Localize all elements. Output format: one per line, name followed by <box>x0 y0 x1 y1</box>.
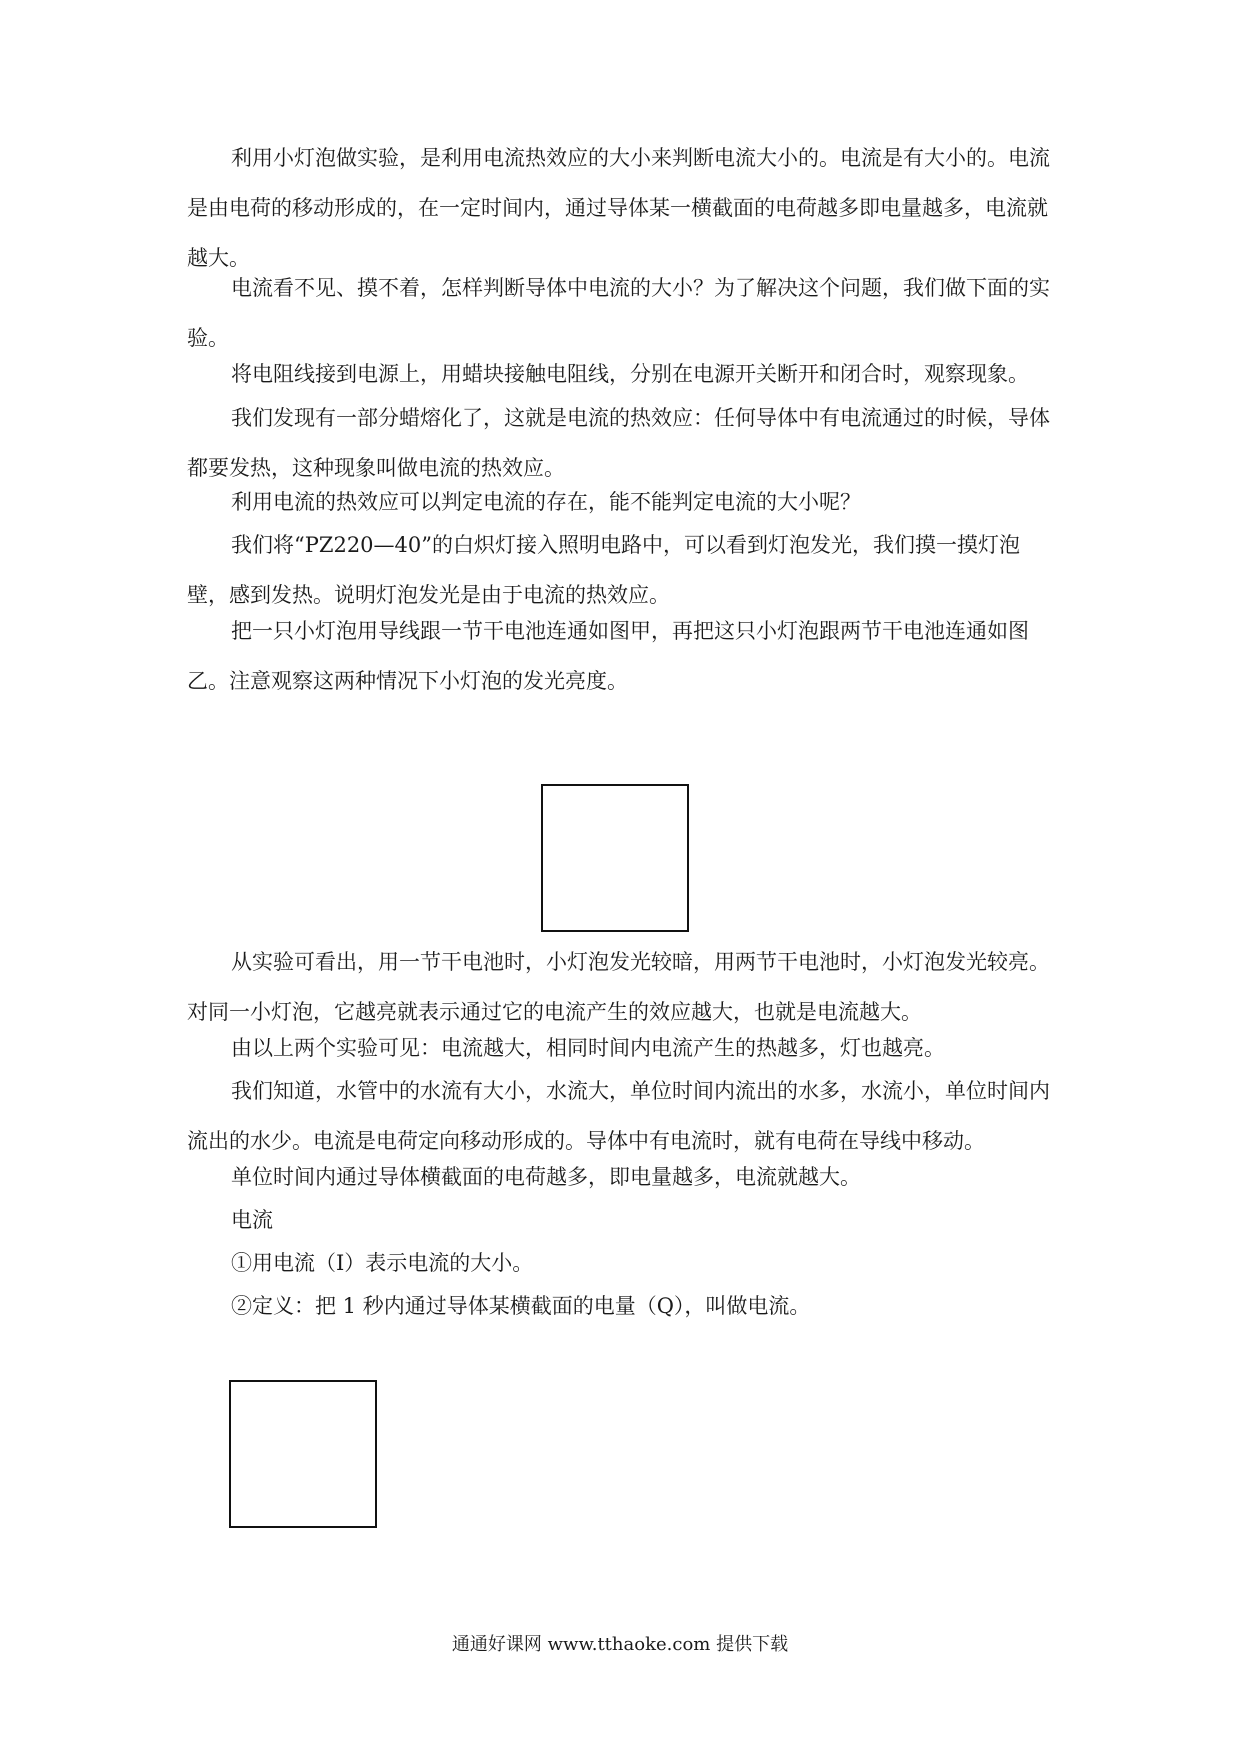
section-heading: 电流 <box>231 1208 273 1232</box>
figure-placeholder-1 <box>541 784 689 932</box>
paragraph-4: 我们发现有一部分蜡熔化了，这就是电流的热效应：任何导体中有电流通过的时候，导体都要发热，这种现象叫做电流的热效应。 <box>187 406 1050 480</box>
footer-text: 通通好课网 www.tthaoke.com 提供下载 <box>451 1634 789 1655</box>
paragraph-3: 将电阻线接到电源上，用蜡块接触电阻线，分别在电源开关断开和闭合时，观察现象。 <box>231 362 1029 386</box>
paragraph-1: 利用小灯泡做实验，是利用电流热效应的大小来判断电流大小的。电流是有大小的。电流是由电荷的移动形成的，在一定时间内，通过导体某一横截面的电荷越多即电量越多，电流就越大。 <box>187 146 1050 270</box>
paragraph-11: 单位时间内通过导体横截面的电荷越多，即电量越多，电流就越大。 <box>231 1165 861 1189</box>
figure-placeholder-2 <box>229 1380 377 1528</box>
paragraph-8: 从实验可看出，用一节干电池时，小灯泡发光较暗，用两节干电池时，小灯泡发光较亮。对同一小灯泡，它越亮就表示通过它的电流产生的效应越大，也就是电流越大。 <box>187 950 1050 1024</box>
paragraph-5: 利用电流的热效应可以判定电流的存在，能不能判定电流的大小呢？ <box>231 490 861 514</box>
list-item-2: ②定义：把 1 秒内通过导体某横截面的电量（Q），叫做电流。 <box>231 1294 811 1318</box>
list-item-1: ①用电流（I）表示电流的大小。 <box>231 1251 534 1275</box>
paragraph-9: 由以上两个实验可见：电流越大，相同时间内电流产生的热越多，灯也越亮。 <box>231 1036 945 1060</box>
paragraph-2: 电流看不见、摸不着，怎样判断导体中电流的大小？为了解决这个问题，我们做下面的实验。 <box>187 276 1050 350</box>
paragraph-7: 把一只小灯泡用导线跟一节干电池连通如图甲，再把这只小灯泡跟两节干电池连通如图乙。注意观察这两种情况下小灯泡的发光亮度。 <box>187 619 1029 693</box>
paragraph-10: 我们知道，水管中的水流有大小，水流大，单位时间内流出的水多，水流小，单位时间内流出的水少。电流是电荷定向移动形成的。导体中有电流时，就有电荷在导线中移动。 <box>187 1079 1050 1153</box>
paragraph-6: 我们将“PZ220—40”的白炽灯接入照明电路中，可以看到灯泡发光，我们摸一摸灯泡壁，感到发热。说明灯泡发光是由于电流的热效应。 <box>187 533 1020 607</box>
